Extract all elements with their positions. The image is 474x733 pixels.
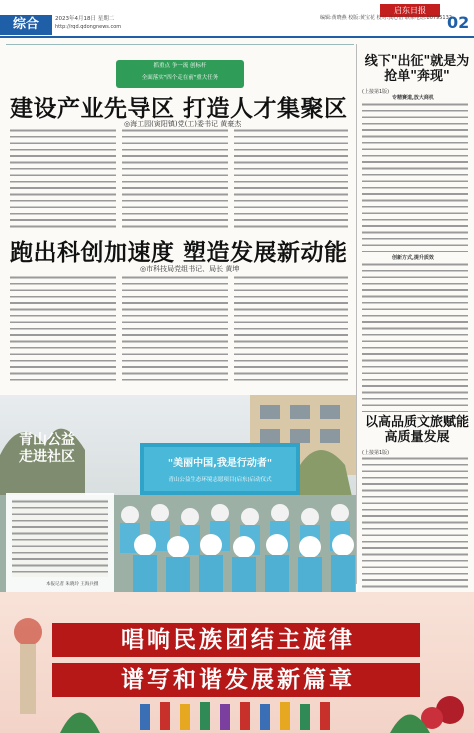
caption-text — [12, 499, 108, 577]
article2-text-col2 — [122, 275, 228, 385]
editor-credits: 编辑:黄晓燕 校版:黄宝花 校对:龚心怡 联系电话:80795132 — [320, 15, 452, 21]
ad-slogan-line2: 谱写和谐发展新篇章 — [121, 666, 355, 693]
article2-byline: ◎市科技局党组书记、局长 黄坤 — [140, 265, 240, 273]
article2-text-col3 — [234, 275, 348, 385]
page-number: 02 — [447, 13, 470, 32]
right-article1-text2 — [362, 262, 468, 412]
article1-text-col2 — [122, 128, 228, 228]
right-article1-subhead2: 创新方式,提升质效 — [392, 255, 434, 261]
header-divider — [0, 36, 474, 38]
photo-caption — [6, 493, 114, 593]
feature-title — [19, 432, 75, 466]
site-url[interactable]: http://rqd.qdongnews.com — [55, 24, 122, 30]
article1-byline: ◎海工园(寅阳镇)党(工)委书记 黄豪杰 — [124, 120, 242, 128]
right-article2-headline: 以高品质文旅赋能高质量发展 — [364, 415, 469, 445]
column-rule — [6, 44, 354, 45]
feature-title-line2: 走进社区 — [19, 449, 75, 465]
stage-banner-subtitle: 青山公益生态环境志愿项目(启东)启动仪式 — [168, 477, 272, 483]
masthead-logo: 启东日报 — [380, 4, 440, 17]
article2-text-col1 — [10, 275, 116, 385]
right-article2-source: (上接第1版) — [362, 450, 390, 456]
campaign-banner — [116, 60, 244, 88]
photo-credit: 本报记者 朱晓玲 王海兵摄 — [46, 582, 99, 587]
banner-line-1: 抓重点 争一流 创标杆 — [153, 63, 207, 69]
article1-text-col3 — [234, 128, 348, 228]
article1-headline: 建设产业先导区 打造人才集聚区 — [10, 96, 348, 122]
article2-headline: 跑出科创加速度 塑造发展新动能 — [10, 240, 348, 266]
right-article1-text1 — [362, 102, 468, 252]
right-article2-text — [362, 456, 468, 588]
issue-date: 2023年4月18日 星期二 — [55, 16, 115, 22]
article1-text-col1 — [10, 128, 116, 228]
feature-title-line1: 青山公益 — [19, 432, 75, 448]
right-article1-subhead1: 专精赛道,放大商机 — [392, 95, 434, 101]
column-divider — [356, 44, 357, 584]
stage-banner-title: "美丽中国,我是行动者" — [167, 458, 273, 469]
section-tab: 综合 — [0, 15, 52, 35]
right-article1-source: (上接第1版) — [362, 89, 390, 95]
ad-slogan-line1: 唱响民族团结主旋律 — [121, 626, 355, 653]
banner-line-2: 全面落实"四个走在前"重大任务 — [141, 75, 219, 81]
right-article1-headline: 线下"出征"就是为抢单"奔现" — [364, 54, 470, 84]
